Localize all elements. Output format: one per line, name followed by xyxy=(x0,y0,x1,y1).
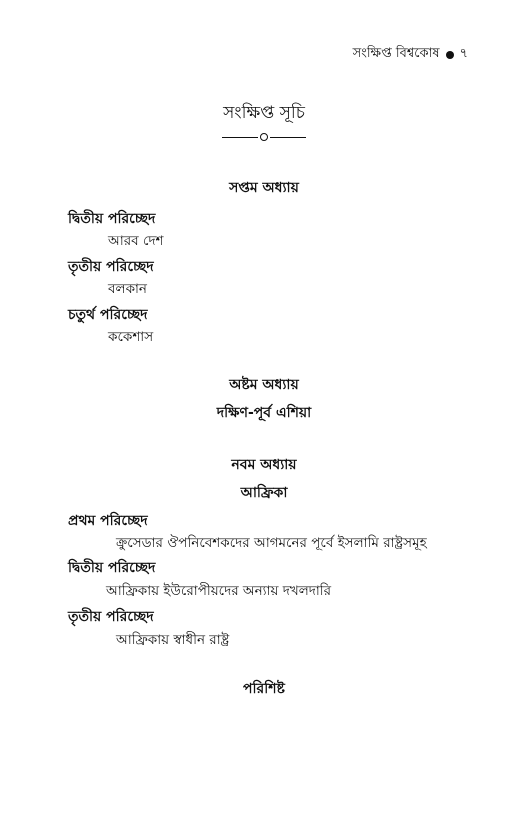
ornament-rule-right xyxy=(270,137,306,138)
chapter-7-section-3-item: বলকান xyxy=(108,281,147,297)
appendix-heading: পরিশিষ্ট xyxy=(243,681,285,697)
title-ornament xyxy=(0,133,528,141)
chapter-9-heading: নবম অধ্যায় xyxy=(231,457,297,473)
chapter-9-section-1-item: ক্রুসেডার ঔপনিবেশকদের আগমনের পূর্বে ইসলামি রাষ্ট্রসমূহ xyxy=(116,535,427,551)
chapter-7-section-3-heading: তৃতীয় পরিচ্ছেদ xyxy=(68,259,154,275)
chapter-7-section-4-heading: চতুর্থ পরিচ্ছেদ xyxy=(68,307,148,323)
chapter-7-section-4-item: ককেশাস xyxy=(108,329,154,345)
chapter-9-subtitle: আফ্রিকা xyxy=(240,485,288,501)
bullet-icon xyxy=(446,51,454,59)
chapter-8-subtitle: দক্ষিণ-পূর্ব এশিয়া xyxy=(216,405,312,421)
ornament-rule-left xyxy=(222,137,258,138)
running-header xyxy=(353,44,468,65)
page-title: সংক্ষিপ্ত সূচি xyxy=(223,103,305,123)
chapter-9-section-2-item: আফ্রিকায় ইউরোপীয়দের অন্যায় দখলদারি xyxy=(106,583,332,599)
chapter-8-heading: অষ্টম অধ্যায় xyxy=(229,377,299,393)
chapter-9-section-3-item: আফ্রিকায় স্বাধীন রাষ্ট্র xyxy=(116,632,230,648)
running-header-title: সংক্ষিপ্ত বিশ্বকোষ xyxy=(352,46,440,61)
chapter-7-section-2-item: আরব দেশ xyxy=(108,233,164,249)
chapter-9-section-1-heading: প্রথম পরিচ্ছেদ xyxy=(68,513,148,529)
page-number: ৭ xyxy=(459,46,468,61)
chapter-7-heading: সপ্তম অধ্যায় xyxy=(229,180,299,196)
chapter-7-section-2-heading: দ্বিতীয় পরিচ্ছেদ xyxy=(68,211,156,227)
ornament-ring-icon xyxy=(260,133,268,141)
chapter-9-section-2-heading: দ্বিতীয় পরিচ্ছেদ xyxy=(68,560,156,576)
chapter-9-section-3-heading: তৃতীয় পরিচ্ছেদ xyxy=(68,609,154,625)
